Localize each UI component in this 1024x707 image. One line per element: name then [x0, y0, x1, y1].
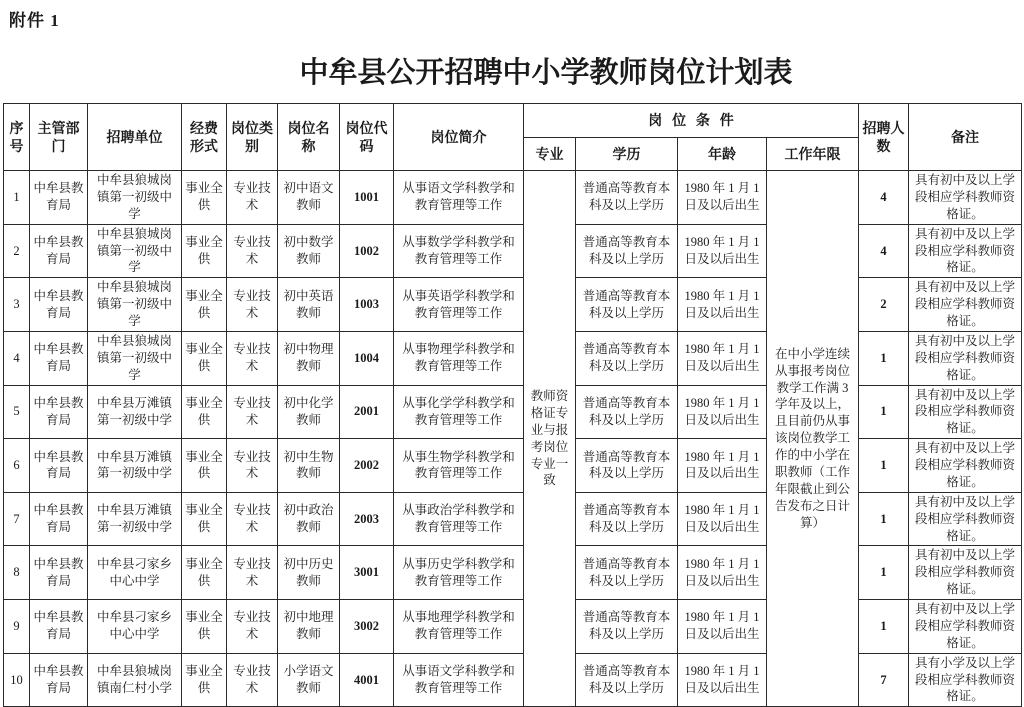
cell-funding: 事业全供 [182, 385, 227, 439]
cell-no: 8 [4, 546, 30, 600]
cell-dept: 中牟县教育局 [30, 331, 88, 385]
table-row [4, 278, 1022, 332]
cell-funding: 事业全供 [182, 171, 227, 225]
cell-intro: 从事地理学科教学和教育管理等工作 [394, 600, 524, 654]
cell-work-years-merged: 在中小学连续从事报考岗位教学工作满 3 学年及以上，且目前仍从事该岗位教学工作的中小学在职教师（工作年限截止到公告发布之日计算） [767, 171, 859, 707]
header-remark: 备注 [909, 104, 1022, 171]
cell-category: 专业技术 [227, 600, 278, 654]
cell-funding: 事业全供 [182, 492, 227, 546]
cell-education: 普通高等教育本科及以上学历 [576, 600, 678, 654]
cell-remark: 具有初中及以上学段相应学科教师资格证。 [909, 278, 1022, 332]
table-row [4, 600, 1022, 654]
cell-remark: 具有初中及以上学段相应学科教师资格证。 [909, 331, 1022, 385]
cell-position: 初中地理教师 [278, 600, 340, 654]
recruitment-plan-table [3, 103, 1022, 707]
cell-remark: 具有初中及以上学段相应学科教师资格证。 [909, 492, 1022, 546]
header-category: 岗位类别 [227, 104, 278, 171]
cell-no: 9 [4, 600, 30, 654]
cell-code: 3001 [340, 546, 394, 600]
cell-unit: 中牟县万滩镇第一初级中学 [88, 385, 182, 439]
cell-intro: 从事生物学科教学和教育管理等工作 [394, 439, 524, 493]
cell-education: 普通高等教育本科及以上学历 [576, 385, 678, 439]
table-row [4, 653, 1022, 707]
cell-count: 7 [859, 653, 909, 707]
cell-unit: 中牟县狼城岗镇第一初级中学 [88, 224, 182, 278]
cell-code: 4001 [340, 653, 394, 707]
cell-unit: 中牟县刁家乡中心中学 [88, 546, 182, 600]
cell-no: 6 [4, 439, 30, 493]
cell-remark: 具有初中及以上学段相应学科教师资格证。 [909, 600, 1022, 654]
attachment-label: 附件 1 [9, 11, 60, 30]
header-major: 专业 [524, 138, 576, 171]
cell-category: 专业技术 [227, 385, 278, 439]
cell-remark: 具有初中及以上学段相应学科教师资格证。 [909, 546, 1022, 600]
cell-position: 初中政治教师 [278, 492, 340, 546]
cell-no: 10 [4, 653, 30, 707]
cell-position: 初中数学教师 [278, 224, 340, 278]
cell-position: 小学语文教师 [278, 653, 340, 707]
cell-unit: 中牟县万滩镇第一初级中学 [88, 439, 182, 493]
cell-remark: 具有初中及以上学段相应学科教师资格证。 [909, 439, 1022, 493]
header-work-years: 工作年限 [767, 138, 859, 171]
cell-education: 普通高等教育本科及以上学历 [576, 546, 678, 600]
cell-funding: 事业全供 [182, 653, 227, 707]
cell-age: 1980 年 1 月 1 日及以后出生 [678, 224, 767, 278]
cell-no: 3 [4, 278, 30, 332]
cell-category: 专业技术 [227, 278, 278, 332]
cell-education: 普通高等教育本科及以上学历 [576, 224, 678, 278]
header-intro: 岗位简介 [394, 104, 524, 171]
cell-funding: 事业全供 [182, 278, 227, 332]
cell-count: 1 [859, 600, 909, 654]
cell-intro: 从事政治学科教学和教育管理等工作 [394, 492, 524, 546]
cell-age: 1980 年 1 月 1 日及以后出生 [678, 439, 767, 493]
cell-intro: 从事英语学科教学和教育管理等工作 [394, 278, 524, 332]
cell-count: 2 [859, 278, 909, 332]
header-dept: 主管部门 [30, 104, 88, 171]
cell-count: 1 [859, 546, 909, 600]
header-age: 年龄 [678, 138, 767, 171]
cell-age: 1980 年 1 月 1 日及以后出生 [678, 278, 767, 332]
cell-category: 专业技术 [227, 439, 278, 493]
cell-remark: 具有小学及以上学段相应学科教师资格证。 [909, 653, 1022, 707]
cell-count: 1 [859, 439, 909, 493]
cell-education: 普通高等教育本科及以上学历 [576, 439, 678, 493]
cell-position: 初中化学教师 [278, 385, 340, 439]
header-position: 岗位名称 [278, 104, 340, 171]
cell-funding: 事业全供 [182, 224, 227, 278]
cell-intro: 从事数学学科教学和教育管理等工作 [394, 224, 524, 278]
cell-remark: 具有初中及以上学段相应学科教师资格证。 [909, 171, 1022, 225]
cell-no: 2 [4, 224, 30, 278]
cell-unit: 中牟县狼城岗镇第一初级中学 [88, 278, 182, 332]
cell-position: 初中历史教师 [278, 546, 340, 600]
cell-funding: 事业全供 [182, 331, 227, 385]
cell-intro: 从事语文学科教学和教育管理等工作 [394, 653, 524, 707]
cell-position: 初中英语教师 [278, 278, 340, 332]
cell-intro: 从事化学学科教学和教育管理等工作 [394, 385, 524, 439]
cell-category: 专业技术 [227, 331, 278, 385]
header-conditions: 岗位条件 [524, 104, 859, 138]
cell-funding: 事业全供 [182, 600, 227, 654]
cell-age: 1980 年 1 月 1 日及以后出生 [678, 492, 767, 546]
cell-funding: 事业全供 [182, 546, 227, 600]
cell-dept: 中牟县教育局 [30, 653, 88, 707]
cell-code: 1003 [340, 278, 394, 332]
cell-unit: 中牟县万滩镇第一初级中学 [88, 492, 182, 546]
cell-intro: 从事语文学科教学和教育管理等工作 [394, 171, 524, 225]
cell-remark: 具有初中及以上学段相应学科教师资格证。 [909, 385, 1022, 439]
cell-count: 1 [859, 492, 909, 546]
cell-no: 7 [4, 492, 30, 546]
cell-dept: 中牟县教育局 [30, 171, 88, 225]
cell-code: 2003 [340, 492, 394, 546]
cell-age: 1980 年 1 月 1 日及以后出生 [678, 653, 767, 707]
cell-code: 2002 [340, 439, 394, 493]
header-funding: 经费形式 [182, 104, 227, 171]
table-row [4, 492, 1022, 546]
cell-code: 1001 [340, 171, 394, 225]
cell-dept: 中牟县教育局 [30, 439, 88, 493]
cell-intro: 从事物理学科教学和教育管理等工作 [394, 331, 524, 385]
cell-intro: 从事历史学科教学和教育管理等工作 [394, 546, 524, 600]
cell-unit: 中牟县刁家乡中心中学 [88, 600, 182, 654]
header-code: 岗位代码 [340, 104, 394, 171]
cell-dept: 中牟县教育局 [30, 278, 88, 332]
header-unit: 招聘单位 [88, 104, 182, 171]
cell-code: 2001 [340, 385, 394, 439]
cell-age: 1980 年 1 月 1 日及以后出生 [678, 331, 767, 385]
cell-position: 初中生物教师 [278, 439, 340, 493]
cell-category: 专业技术 [227, 546, 278, 600]
cell-position: 初中物理教师 [278, 331, 340, 385]
cell-funding: 事业全供 [182, 439, 227, 493]
cell-age: 1980 年 1 月 1 日及以后出生 [678, 171, 767, 225]
cell-count: 1 [859, 385, 909, 439]
cell-unit: 中牟县狼城岗镇第一初级中学 [88, 171, 182, 225]
header-no: 序号 [4, 104, 30, 171]
cell-dept: 中牟县教育局 [30, 492, 88, 546]
cell-category: 专业技术 [227, 492, 278, 546]
cell-unit: 中牟县狼城岗镇第一初级中学 [88, 331, 182, 385]
cell-code: 1002 [340, 224, 394, 278]
cell-unit: 中牟县狼城岗镇南仁村小学 [88, 653, 182, 707]
cell-age: 1980 年 1 月 1 日及以后出生 [678, 546, 767, 600]
cell-age: 1980 年 1 月 1 日及以后出生 [678, 600, 767, 654]
cell-education: 普通高等教育本科及以上学历 [576, 171, 678, 225]
cell-no: 4 [4, 331, 30, 385]
cell-no: 1 [4, 171, 30, 225]
table-row [4, 439, 1022, 493]
cell-dept: 中牟县教育局 [30, 600, 88, 654]
cell-major-merged: 教师资格证专业与报考岗位专业一致 [524, 171, 576, 707]
cell-dept: 中牟县教育局 [30, 385, 88, 439]
cell-count: 4 [859, 171, 909, 225]
header-education: 学历 [576, 138, 678, 171]
cell-dept: 中牟县教育局 [30, 546, 88, 600]
cell-education: 普通高等教育本科及以上学历 [576, 278, 678, 332]
table-row [4, 546, 1022, 600]
cell-code: 3002 [340, 600, 394, 654]
table-row [4, 331, 1022, 385]
cell-code: 1004 [340, 331, 394, 385]
cell-count: 4 [859, 224, 909, 278]
cell-education: 普通高等教育本科及以上学历 [576, 492, 678, 546]
cell-category: 专业技术 [227, 171, 278, 225]
table-row [4, 224, 1022, 278]
table-row [4, 385, 1022, 439]
cell-count: 1 [859, 331, 909, 385]
header-row-1 [4, 104, 1022, 138]
cell-category: 专业技术 [227, 653, 278, 707]
cell-education: 普通高等教育本科及以上学历 [576, 331, 678, 385]
cell-category: 专业技术 [227, 224, 278, 278]
cell-remark: 具有初中及以上学段相应学科教师资格证。 [909, 224, 1022, 278]
cell-dept: 中牟县教育局 [30, 224, 88, 278]
header-count: 招聘人数 [859, 104, 909, 171]
page-title: 中牟县公开招聘中小学教师岗位计划表 [299, 57, 793, 89]
cell-age: 1980 年 1 月 1 日及以后出生 [678, 385, 767, 439]
table-row [4, 171, 1022, 225]
cell-education: 普通高等教育本科及以上学历 [576, 653, 678, 707]
cell-no: 5 [4, 385, 30, 439]
cell-position: 初中语文教师 [278, 171, 340, 225]
